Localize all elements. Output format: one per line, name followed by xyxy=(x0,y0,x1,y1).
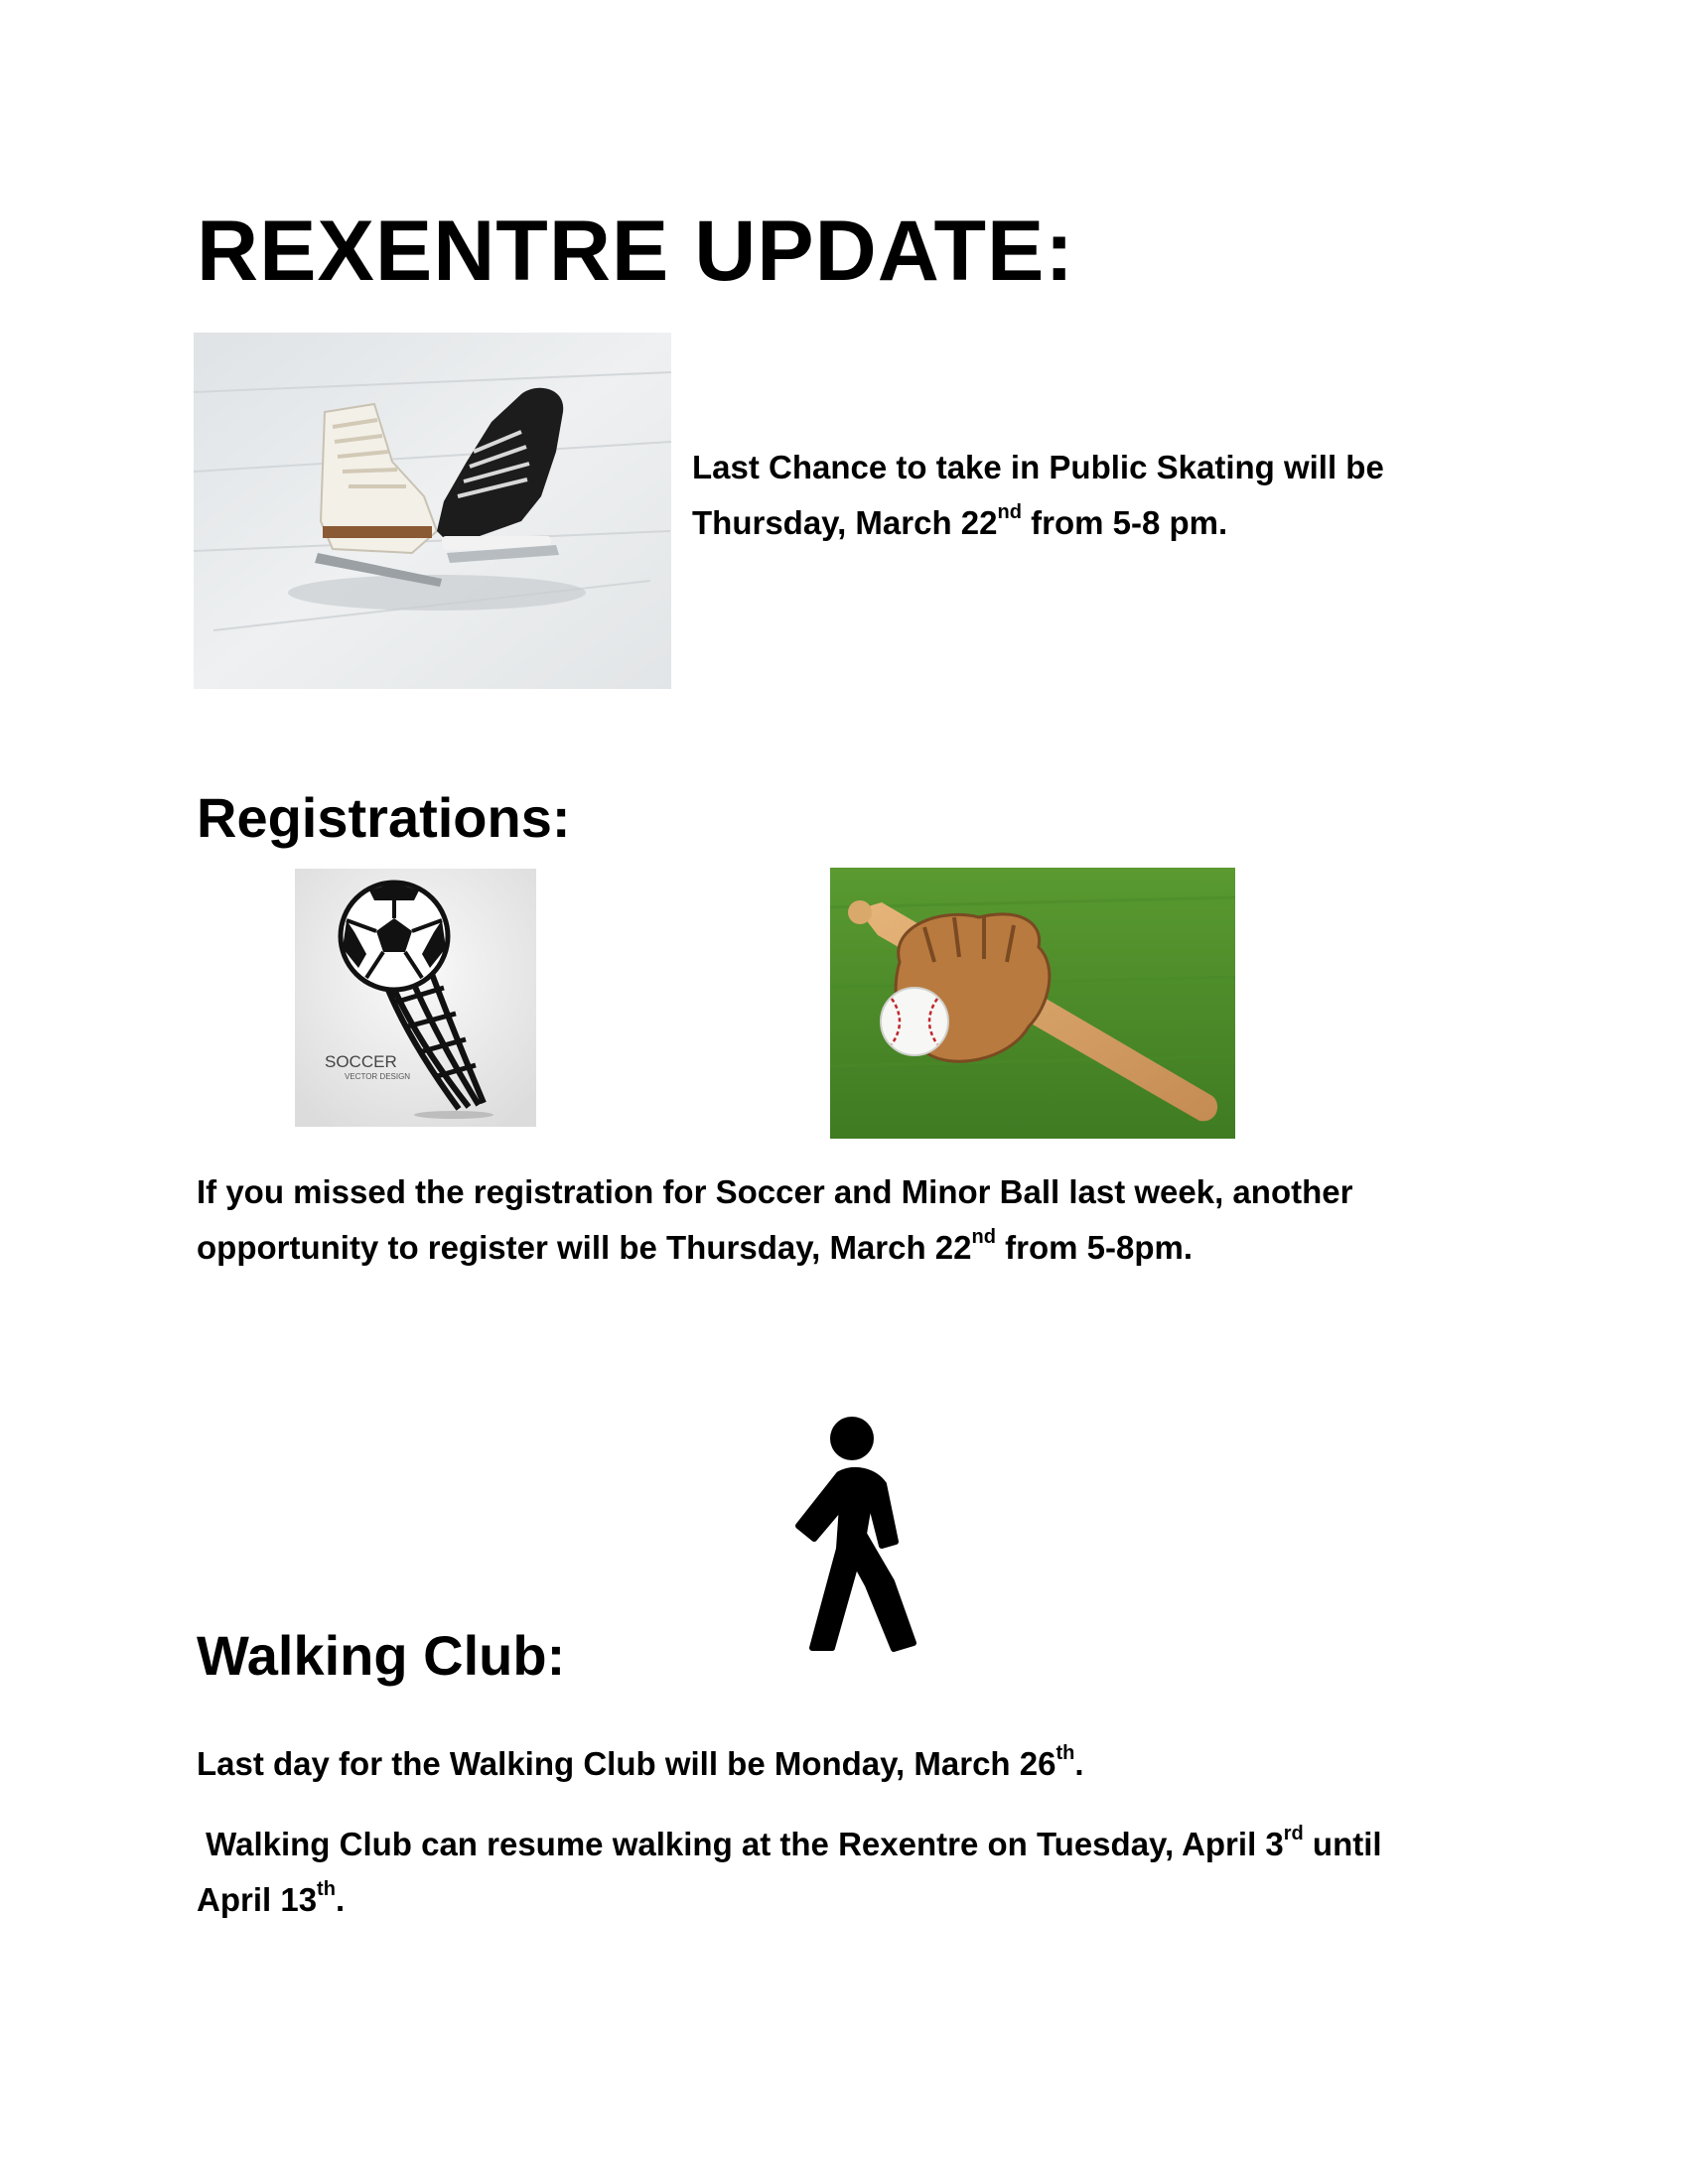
walking-end-date-suffix: th xyxy=(317,1878,336,1900)
skating-line-2 xyxy=(692,495,1486,551)
walking-resume-line-2 xyxy=(197,1872,1487,1928)
walking-end-date: April 13 xyxy=(197,1881,318,1918)
registration-date-suffix: nd xyxy=(971,1226,996,1248)
walking-person-image xyxy=(784,1415,953,1683)
registrations-heading: Registrations: xyxy=(197,786,571,849)
walking-last-day-end: . xyxy=(1074,1745,1084,1782)
walking-resume-text: Walking Club can resume walking at the Rexentre on Tuesday, April 3 xyxy=(197,1826,1284,1862)
walking-person-icon xyxy=(784,1415,953,1683)
registration-time: from 5-8pm. xyxy=(995,1229,1193,1266)
baseball-image xyxy=(830,868,1235,1139)
ice-skates-icon xyxy=(194,333,671,689)
registration-line-2 xyxy=(197,1220,1487,1276)
soccer-image xyxy=(295,869,536,1127)
registration-line-1: If you missed the registration for Soccer and Minor Ball last week, another xyxy=(197,1173,1353,1210)
skating-date: Thursday, March 22 xyxy=(692,504,998,541)
walking-end-period: . xyxy=(335,1881,346,1918)
skating-time: from 5-8 pm. xyxy=(1021,504,1228,541)
registration-date: opportunity to register will be Thursday, March 22 xyxy=(197,1229,972,1266)
ice-skates-image xyxy=(194,333,671,689)
skating-line-1: Last Chance to take in Public Skating will be xyxy=(692,449,1384,485)
public-skating-notice xyxy=(692,440,1486,551)
walking-club-notice-2 xyxy=(197,1817,1487,1928)
soccer-subcaption: VECTOR DESIGN xyxy=(345,1072,411,1081)
skating-date-suffix: nd xyxy=(997,501,1022,523)
registration-notice xyxy=(197,1164,1487,1276)
soccer-ball-icon xyxy=(295,869,536,1127)
walking-resume-until: until xyxy=(1303,1826,1382,1862)
baseball-glove-bat-icon xyxy=(830,868,1235,1139)
walking-club-notice-1 xyxy=(197,1736,1487,1792)
walking-club-heading: Walking Club: xyxy=(197,1624,566,1687)
walking-last-day: Last day for the Walking Club will be Monday, March 26 xyxy=(197,1745,1056,1782)
page-title: REXENTRE UPDATE: xyxy=(197,204,1075,299)
walking-resume-suffix: rd xyxy=(1283,1823,1304,1844)
walking-last-day-suffix: th xyxy=(1055,1742,1075,1764)
soccer-caption: SOCCER xyxy=(325,1052,397,1071)
walking-resume-line-1 xyxy=(197,1817,1487,1872)
